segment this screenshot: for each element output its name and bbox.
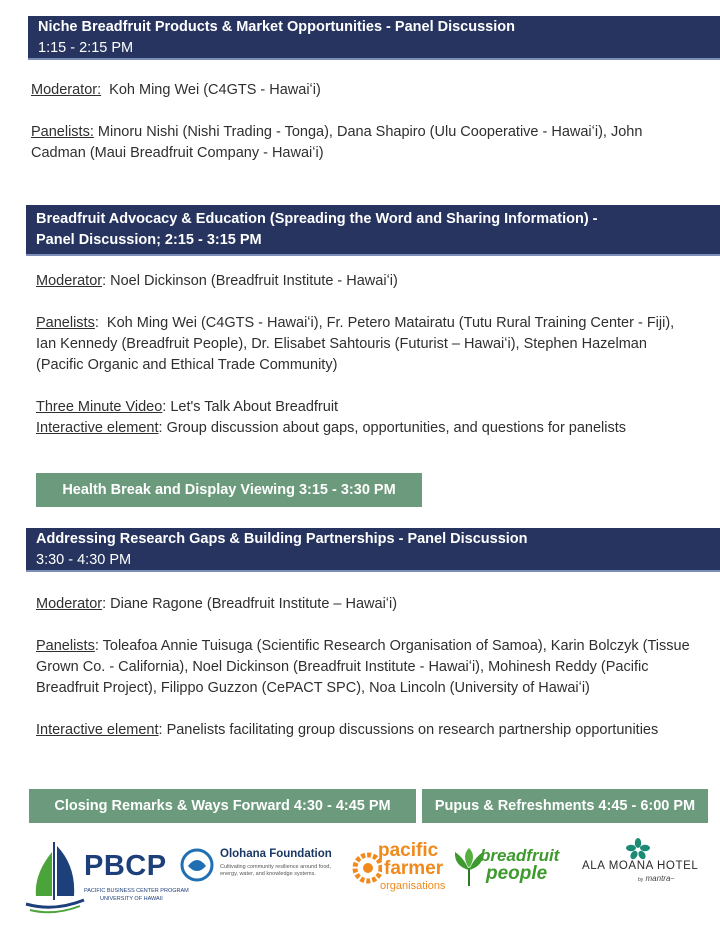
moderator-label: Moderator bbox=[36, 596, 103, 612]
wave-circle-icon bbox=[180, 846, 214, 884]
organisations-word: organisations bbox=[380, 880, 446, 892]
session2-panelists-line bbox=[36, 313, 696, 376]
olohana-tagline-1: Cultivating community resilience around food, bbox=[220, 864, 331, 870]
hotel-brand-mark: ~ bbox=[670, 876, 675, 883]
interactive-label: Interactive element bbox=[36, 722, 159, 738]
interactive-label: Interactive element bbox=[36, 420, 159, 436]
hotel-name: ALA MOANA HOTEL bbox=[582, 860, 699, 872]
session2-video-line bbox=[36, 397, 696, 418]
olohana-name: Olohana Foundation bbox=[220, 848, 332, 860]
olohana-tagline-2: energy, water, and knowledge systems. bbox=[220, 871, 316, 877]
interactive-text: : Panelists facilitating group discussions on research partnership opportunities bbox=[158, 722, 659, 738]
sailboat-icon bbox=[24, 838, 86, 916]
session1-header bbox=[28, 16, 720, 60]
session2-body bbox=[36, 271, 696, 439]
break-banner: Health Break and Display Viewing 3:15 - 3:30 PM bbox=[36, 473, 422, 507]
olohana-logo bbox=[180, 846, 350, 916]
people-word: people bbox=[486, 863, 548, 884]
session2-interactive-line bbox=[36, 418, 696, 439]
session1-moderator-line bbox=[31, 80, 701, 101]
hotel-brand: mantra bbox=[645, 874, 671, 883]
plumeria-icon bbox=[626, 838, 650, 860]
video-text: : Let's Talk About Breadfruit bbox=[162, 399, 339, 415]
panelists-label: Panelists bbox=[36, 638, 95, 654]
pacific-word: pacific bbox=[378, 840, 439, 861]
session3-header bbox=[26, 528, 720, 572]
hotel-by: by bbox=[638, 877, 644, 883]
moderator-text: Koh Ming Wei (C4GTS - Hawaiʻi) bbox=[101, 82, 321, 98]
video-label: Three Minute Video bbox=[36, 399, 163, 415]
pbcp-name: PBCP bbox=[84, 850, 167, 882]
session3-body bbox=[36, 594, 712, 741]
farmer-word: farmer bbox=[384, 858, 444, 879]
panelists-text: : Toleafoa Annie Tuisuga (Scientific Research Organisation of Samoa), Karin Bolczyk (Tissue Grown Co. - California), Noel Dickinson (Breadfruit Institute - Hawaiʻi), Mohinesh Reddy (Pacific Breadfruit Project), Filippo Guzzon (CePACT SPC), Noa Lincoln (University of Hawaiʻi) bbox=[36, 638, 690, 696]
closing-banner: Closing Remarks & Ways Forward 4:30 - 4:45 PM bbox=[29, 789, 416, 823]
moderator-label: Moderator bbox=[36, 273, 103, 289]
session1-time: 1:15 - 2:15 PM bbox=[38, 40, 134, 56]
session2-title-line1: Breadfruit Advocacy & Education (Spreading the Word and Sharing Information) - bbox=[36, 211, 598, 227]
panelists-label: Panelists: bbox=[31, 124, 94, 140]
session2-header bbox=[26, 205, 720, 256]
session3-title: Addressing Research Gaps & Building Partnerships - Panel Discussion bbox=[36, 531, 528, 547]
session3-panelists-line bbox=[36, 636, 712, 699]
sponsor-logos bbox=[0, 838, 720, 932]
hotel-byline bbox=[638, 874, 675, 883]
moderator-label: Moderator: bbox=[31, 82, 102, 98]
interactive-text: : Group discussion about gaps, opportunities, and questions for panelists bbox=[158, 420, 627, 436]
breadfruit-people-logo bbox=[452, 844, 574, 924]
session1-title: Niche Breadfruit Products & Market Opportunities - Panel Discussion bbox=[38, 19, 515, 35]
session3-moderator-line bbox=[36, 594, 712, 615]
session3-time: 3:30 - 4:30 PM bbox=[36, 552, 132, 568]
session1-panelists-line bbox=[31, 122, 701, 164]
session2-moderator-line bbox=[36, 271, 696, 292]
moderator-text: : Noel Dickinson (Breadfruit Institute - Hawaiʻi) bbox=[102, 273, 398, 289]
session2-title-line2: Panel Discussion; 2:15 - 3:15 PM bbox=[36, 232, 262, 248]
breadfruit-word: breadfruit bbox=[480, 846, 560, 865]
moderator-text: : Diane Ragone (Breadfruit Institute – Hawaiʻi) bbox=[102, 596, 398, 612]
ala-moana-hotel-logo bbox=[580, 838, 718, 918]
panelists-text: : Koh Ming Wei (C4GTS - Hawaiʻi), Fr. Petero Matairatu (Tutu Rural Training Center - Fiji), Ian Kennedy (Breadfruit People), Dr. Elisabet Sahtouris (Futurist – Hawaiʻi), Stephen Hazelman (Pacific Organic and Ethical Trade Community) bbox=[36, 315, 679, 373]
session3-interactive-line bbox=[36, 720, 712, 741]
pbcp-subtitle-1: PACIFIC BUSINESS CENTER PROGRAM bbox=[84, 888, 189, 894]
panelists-text: Minoru Nishi (Nishi Trading - Tonga), Dana Shapiro (Ulu Cooperative - Hawaiʻi), John Cadman (Maui Breadfruit Company - Hawaiʻi) bbox=[31, 124, 643, 161]
session1-body bbox=[31, 80, 701, 164]
pacific-farmer-organisations-logo bbox=[352, 840, 448, 924]
pupus-banner: Pupus & Refreshments 4:45 - 6:00 PM bbox=[422, 789, 708, 823]
panelists-label: Panelists bbox=[36, 315, 95, 331]
pbcp-subtitle-2: UNIVERSITY OF HAWAII bbox=[100, 896, 163, 902]
pbcp-logo bbox=[24, 838, 189, 918]
